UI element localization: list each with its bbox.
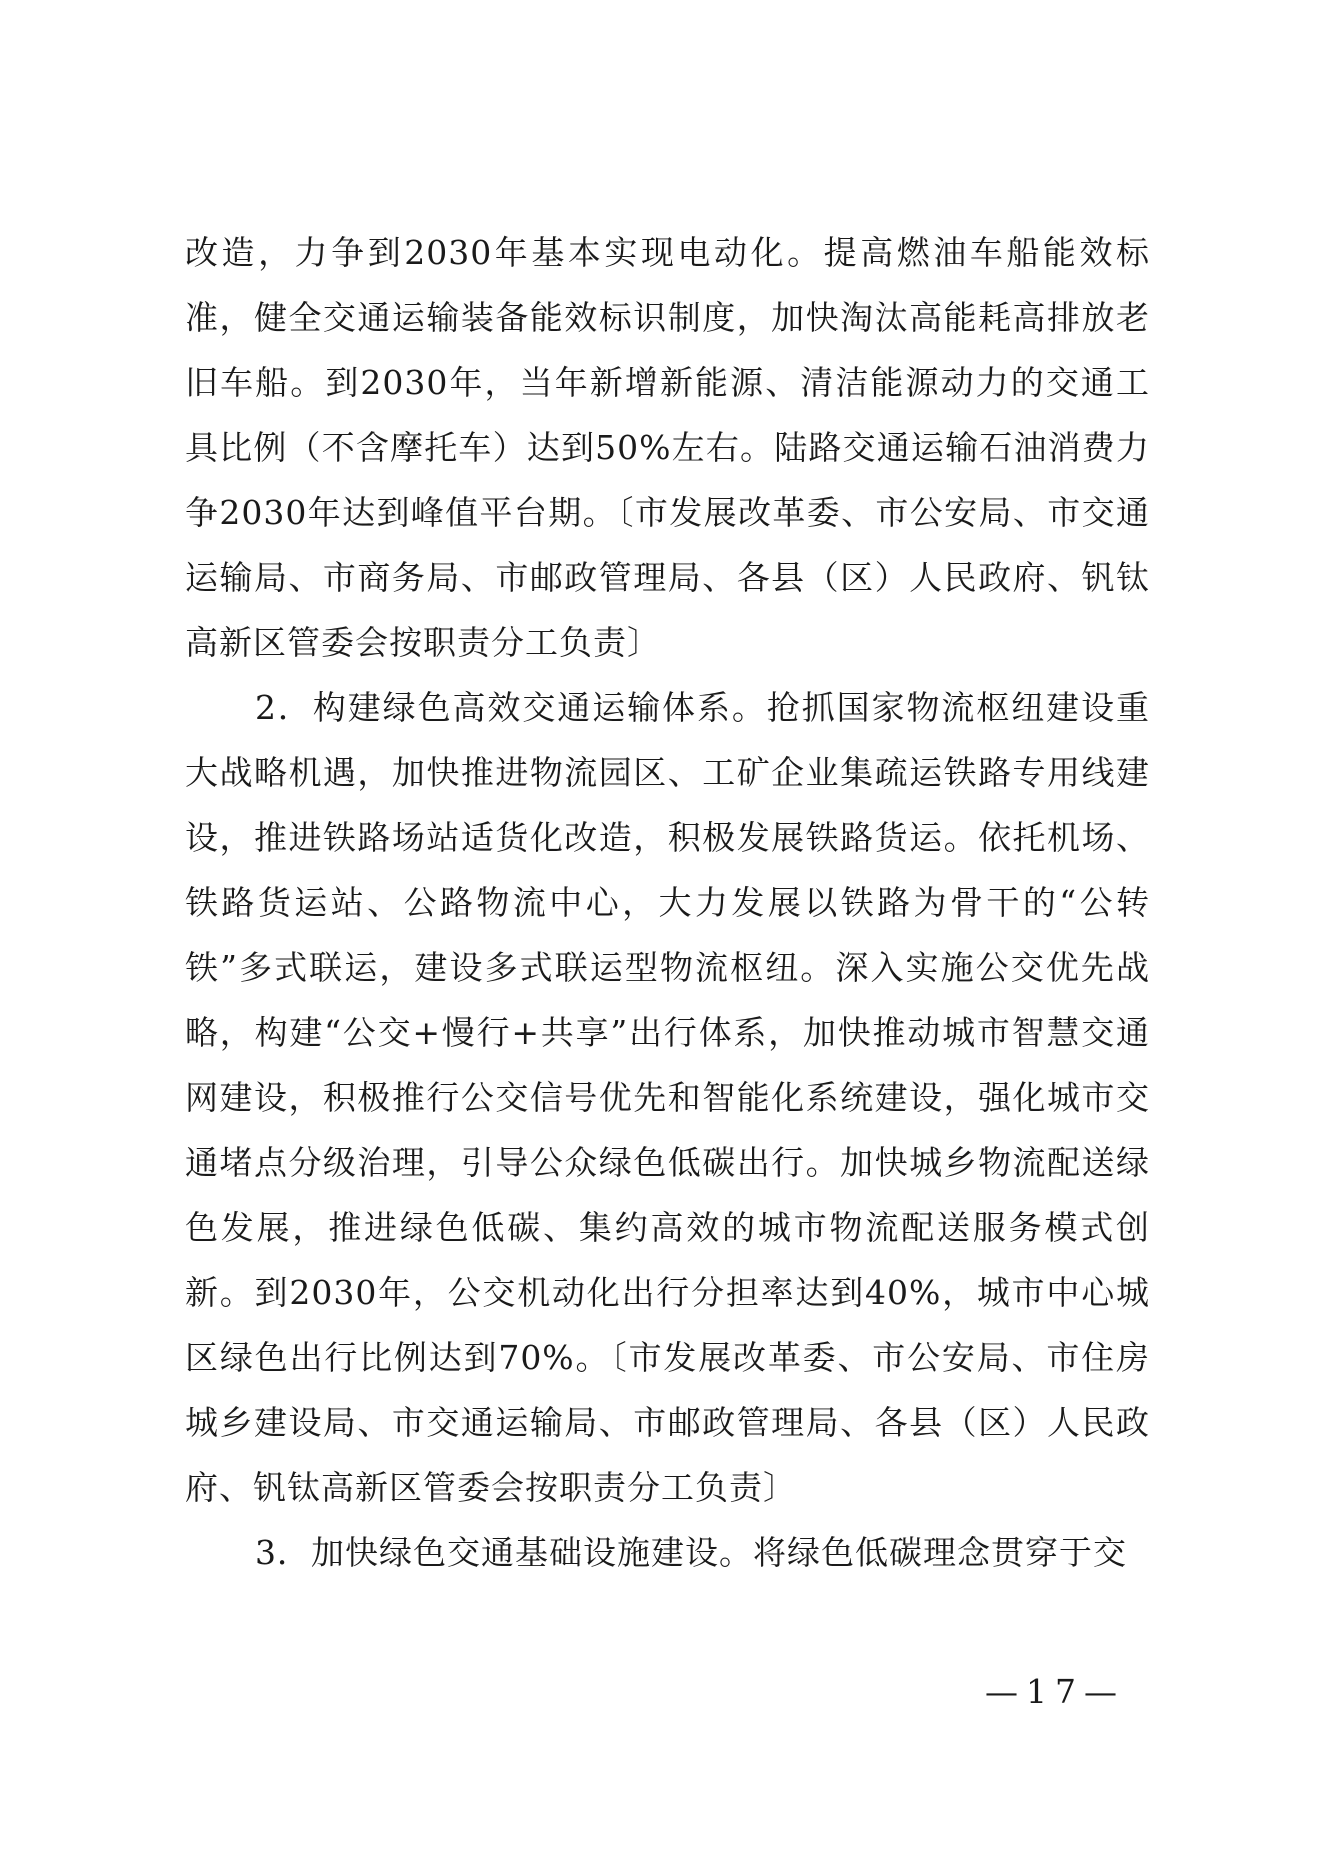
body-text <box>185 220 1150 1585</box>
page-number: —17— <box>985 1672 1125 1711</box>
paragraph-item-3: 3．加快绿色交通基础设施建设。将绿色低碳理念贯穿于交 <box>255 1533 1127 1572</box>
paragraph-item-2: 2．构建绿色高效交通运输体系。抢抓国家物流枢纽建设重大战略机遇，加快推进物流园区、工矿企业集疏运铁路专用线建设，推进铁路场站适货化改造，积极发展铁路货运。依托机场、铁路货运站、公路物流中心，大力发展以铁路为骨干的“公转铁”多式联运，建设多式联运型物流枢纽。深入实施公交优先战略，构建“公交+慢行+共享”出行体系，加快推动城市智慧交通网建设，积极推行公交信号优先和智能化系统建设，强化城市交通堵点分级治理，引导公众绿色低碳出行。加快城乡物流配送绿色发展，推进绿色低碳、集约高效的城市物流配送服务模式创新。到2030年，公交机动化出行分担率达到40%，城市中心城区绿色出行比例达到70%。〔市发展改革委、市公安局、市住房城乡建设局、市交通运输局、市邮政管理局、各县（区）人民政府、钒钛高新区管委会按职责分工负责〕 <box>185 688 1150 1507</box>
paragraph-continued: 改造，力争到2030年基本实现电动化。提高燃油车船能效标准，健全交通运输装备能效标识制度，加快淘汰高能耗高排放老旧车船。到2030年，当年新增新能源、清洁能源动力的交通工具比例（不含摩托车）达到50%左右。陆路交通运输石油消费力争2030年达到峰值平台期。〔市发展改革委、市公安局、市交通运输局、市商务局、市邮政管理局、各县（区）人民政府、钒钛高新区管委会按职责分工负责〕 <box>185 233 1150 662</box>
